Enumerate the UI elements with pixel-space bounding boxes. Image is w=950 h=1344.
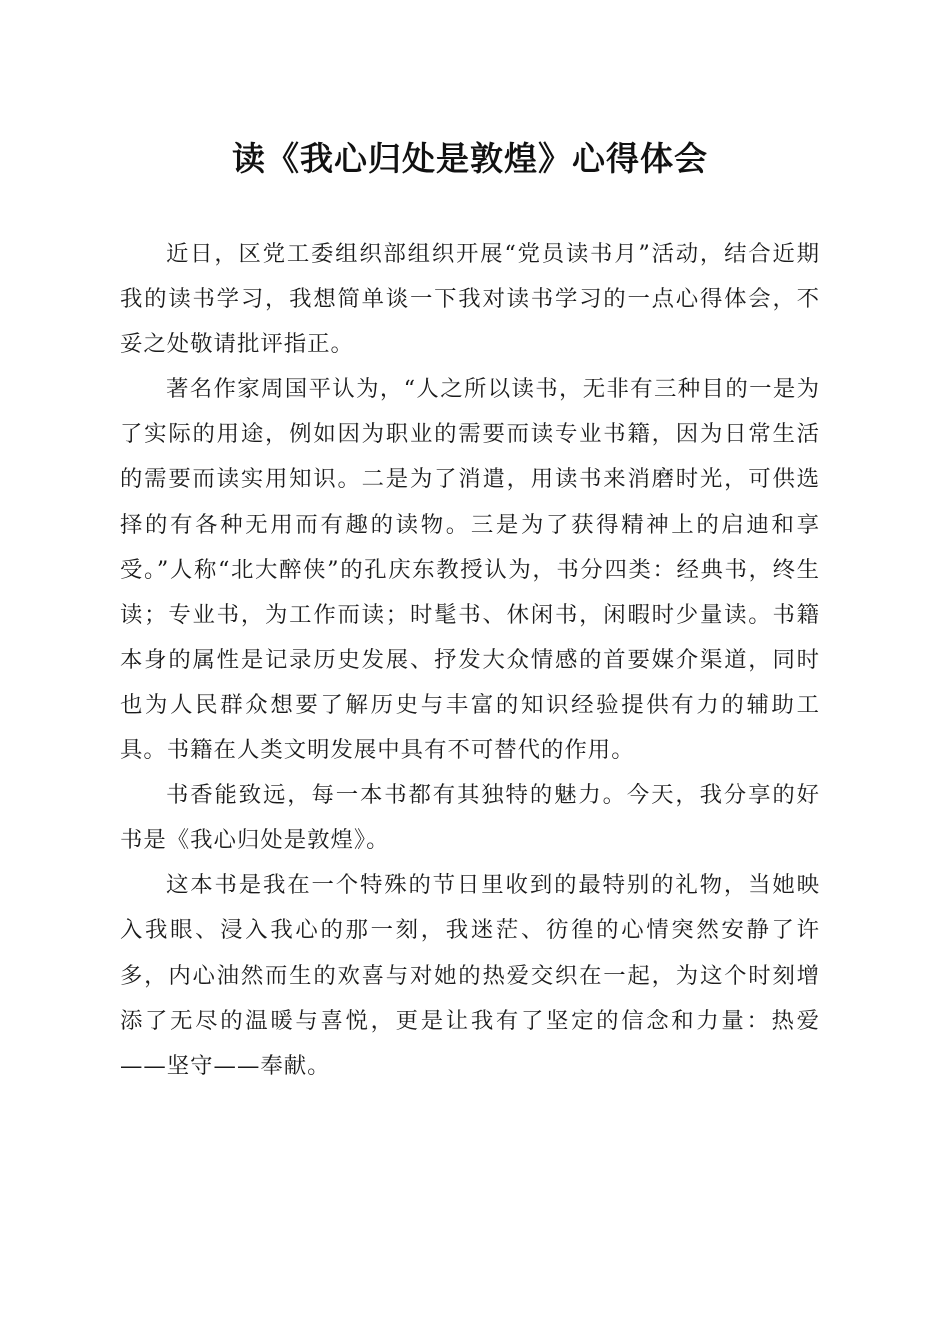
paragraph-intro: 近日，区党工委组织部组织开展“党员读书月”活动，结合近期我的读书学习，我想简单谈一下我对读书学习的一点心得体会，不妥之处敬请批评指正。 (120, 241, 820, 358)
document-title: 读《我心归处是敦煌》心得体会 (232, 139, 708, 178)
paragraph-book-share: 书香能致远，每一本书都有其独特的魅力。今天，我分享的好书是《我心归处是敦煌》。 (120, 782, 820, 854)
paragraph-gift: 这本书是我在一个特殊的节日里收到的最特别的礼物，当她映入我眼、浸入我心的那一刻，我迷茫、彷徨的心情突然安静了许多，内心油然而生的欢喜与对她的热爱交织在一起，为这个时刻增添了无尽的温暖与喜悦，更是让我有了坚定的信念和力量：热爱——坚守——奉献。 (120, 872, 820, 1079)
document-body (120, 232, 820, 1089)
paragraph-reading-purpose: 著名作家周国平认为，“人之所以读书，无非有三种目的一是为了实际的用途，例如因为职业的需要而读专业书籍，因为日常生活的需要而读实用知识。二是为了消遣，用读书来消磨时光，可供选择的有各种无用而有趣的读物。三是为了获得精神上的启迪和享受。”人称“北大醉侠”的孔庆东教授认为，书分四类：经典书，终生读；专业书，为工作而读；时髦书、休闲书，闲暇时少量读。书籍本身的属性是记录历史发展、抒发大众情感的首要媒介渠道，同时也为人民群众想要了解历史与丰富的知识经验提供有力的辅助工具。书籍在人类文明发展中具有不可替代的作用。 (120, 376, 820, 764)
